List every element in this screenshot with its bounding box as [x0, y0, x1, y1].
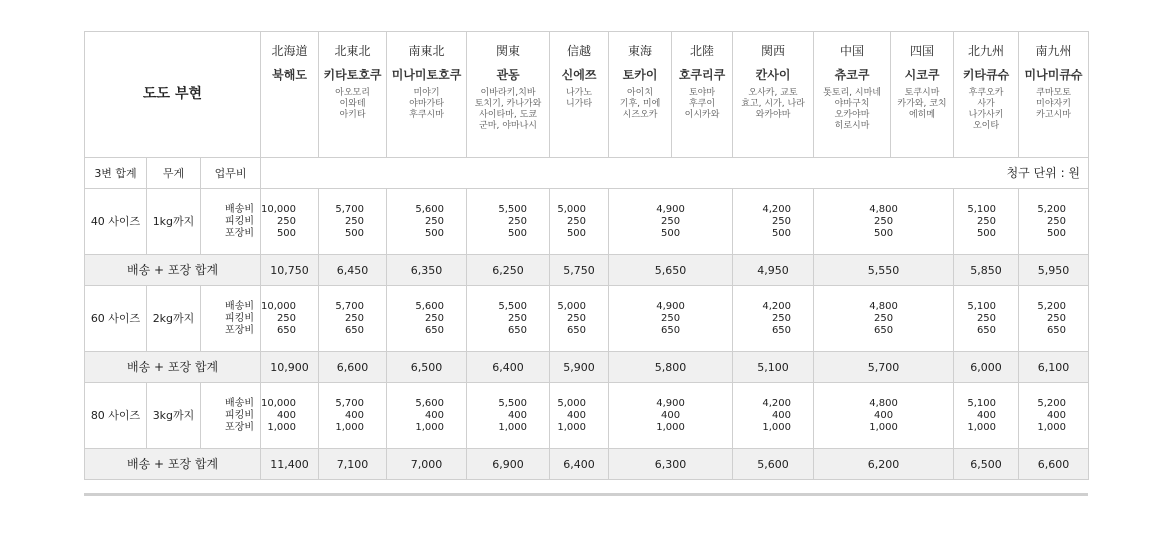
- fee-value: 650: [771, 324, 792, 336]
- fee-value: 250: [873, 312, 894, 324]
- fee-value: 5,600: [415, 300, 445, 312]
- fee-type-label: 배송비: [225, 300, 255, 312]
- fee-type-label: 피킹비: [225, 215, 255, 227]
- region-header-7: [733, 32, 814, 158]
- fee-value: 250: [1046, 215, 1067, 227]
- fee-value: 1,000: [498, 421, 528, 433]
- fee-values: [319, 286, 387, 352]
- city-name: 토치기, 카나가와: [474, 99, 542, 109]
- fee-value: 1,000: [967, 421, 997, 433]
- city-name: 히로시마: [834, 121, 870, 131]
- fee-values: [319, 383, 387, 449]
- city-name: 사이타마, 도쿄: [479, 110, 537, 120]
- fee-value: 400: [566, 409, 587, 421]
- region-korean-name: 미나미큐슈: [1024, 68, 1083, 82]
- region-cities: [609, 88, 671, 121]
- region-header-10: [954, 32, 1019, 158]
- region-korean-name: 호쿠리쿠: [678, 68, 726, 82]
- fee-values: [733, 286, 814, 352]
- fee-values: [609, 286, 733, 352]
- fee-value: 4,900: [656, 397, 685, 409]
- fee-type-labels: [201, 383, 261, 449]
- region-cities: [387, 88, 466, 121]
- fee-values: [814, 189, 954, 255]
- region-cities: [891, 88, 953, 121]
- city-name: 시즈오카: [622, 110, 658, 120]
- fee-value: 500: [344, 227, 365, 239]
- city-name: 나가사키: [968, 110, 1004, 120]
- total-value: 7,100: [319, 449, 387, 480]
- total-value: 11,400: [261, 449, 319, 480]
- fee-value: 5,100: [967, 397, 997, 409]
- fee-value: 250: [507, 215, 528, 227]
- city-name: 후쿠시마: [409, 110, 444, 120]
- total-row: [85, 449, 1089, 480]
- shipping-rate-table: [84, 31, 1089, 480]
- fee-value: 250: [276, 215, 297, 227]
- fee-value: 5,000: [557, 300, 587, 312]
- total-value: 6,500: [954, 449, 1019, 480]
- total-value: 7,000: [387, 449, 467, 480]
- fee-values: [1019, 286, 1089, 352]
- fee-value: 10,000: [261, 203, 297, 215]
- fee-values: [609, 189, 733, 255]
- fee-value: 250: [344, 312, 365, 324]
- total-value: 6,600: [1019, 449, 1089, 480]
- fee-value: 4,200: [762, 203, 792, 215]
- fee-value: 250: [771, 312, 792, 324]
- fee-value: 5,000: [557, 203, 587, 215]
- region-cities: [319, 88, 386, 121]
- fee-values: [467, 286, 550, 352]
- fee-value: 1,000: [869, 421, 898, 433]
- fee-value: 5,500: [498, 300, 528, 312]
- total-value: 5,950: [1019, 255, 1089, 286]
- weight-label: 3kg까지: [147, 383, 201, 449]
- fee-values: [733, 383, 814, 449]
- fee-value: 500: [771, 227, 792, 239]
- fee-type-label: 피킹비: [225, 312, 255, 324]
- fee-value: 5,600: [415, 203, 445, 215]
- total-value: 5,800: [609, 352, 733, 383]
- fee-value: 400: [771, 409, 792, 421]
- region-header-row: [85, 32, 1089, 158]
- region-kanji: 関西: [761, 44, 786, 58]
- fee-value: 250: [424, 215, 445, 227]
- fee-value: 400: [344, 409, 365, 421]
- fee-value: 650: [976, 324, 997, 336]
- city-name: 효고, 시가, 나라: [741, 99, 805, 109]
- region-korean-name: 북해도: [272, 68, 307, 82]
- fee-value: 5,500: [498, 203, 528, 215]
- city-name: 야마가타: [409, 99, 444, 109]
- fee-values: [1019, 383, 1089, 449]
- region-cities: [467, 88, 549, 132]
- fee-value: 10,000: [261, 300, 297, 312]
- region-kanji: 北海道: [271, 44, 308, 58]
- fee-value: 400: [873, 409, 894, 421]
- fee-value: 500: [424, 227, 445, 239]
- fee-value: 650: [507, 324, 528, 336]
- fee-values: [609, 383, 733, 449]
- total-value: 5,550: [814, 255, 954, 286]
- region-cities: [550, 88, 608, 110]
- fee-value: 4,900: [656, 300, 685, 312]
- total-value: 6,600: [319, 352, 387, 383]
- fee-value: 500: [660, 227, 681, 239]
- fee-type-labels: [201, 189, 261, 255]
- city-name: 이시카와: [684, 110, 720, 120]
- fee-values: [954, 383, 1019, 449]
- region-kanji: 中国: [840, 44, 865, 58]
- column-label-row: [85, 158, 1089, 189]
- fee-type-labels: [201, 286, 261, 352]
- region-korean-name: 키타큐슈: [962, 68, 1010, 82]
- fee-value: 650: [873, 324, 894, 336]
- table-body: [85, 32, 1089, 480]
- city-name: 니가타: [565, 99, 593, 109]
- billing-unit-note: 청구 단위 : 원: [261, 158, 1089, 189]
- total-label: 배송 + 포장 합계: [85, 449, 261, 480]
- fee-value: 250: [566, 312, 587, 324]
- fee-values: [954, 189, 1019, 255]
- total-value: 5,700: [814, 352, 954, 383]
- region-header-2: [387, 32, 467, 158]
- fee-value: 5,000: [557, 397, 587, 409]
- total-value: 6,350: [387, 255, 467, 286]
- size-label: 40 사이즈: [85, 189, 147, 255]
- fee-value: 250: [424, 312, 445, 324]
- fee-type-label: 피킹비: [225, 409, 255, 421]
- city-name: 쿠마모토: [1036, 88, 1071, 98]
- fee-value: 5,700: [335, 203, 365, 215]
- fee-value: 650: [1046, 324, 1067, 336]
- region-kanji: 南東北: [408, 44, 445, 58]
- size-label: 60 사이즈: [85, 286, 147, 352]
- fee-values: [467, 189, 550, 255]
- region-cities: [733, 88, 813, 121]
- fee-value: 400: [660, 409, 681, 421]
- fee-value: 650: [660, 324, 681, 336]
- city-name: 군마, 야마나시: [479, 121, 537, 131]
- fee-header: 업무비: [201, 158, 261, 189]
- fee-values: [1019, 189, 1089, 255]
- fee-type-label: 포장비: [225, 227, 255, 239]
- fee-value: 250: [344, 215, 365, 227]
- fee-value: 400: [1046, 409, 1067, 421]
- region-korean-name: 키타토호쿠: [323, 68, 382, 82]
- fee-values: [467, 383, 550, 449]
- fee-value: 4,900: [656, 203, 685, 215]
- fee-value: 650: [276, 324, 297, 336]
- fee-value: 250: [771, 215, 792, 227]
- region-header-1: [319, 32, 387, 158]
- region-kanji: 北九州: [968, 44, 1005, 58]
- fee-values: [814, 286, 954, 352]
- fee-values: [261, 286, 319, 352]
- region-header-0: [261, 32, 319, 158]
- fee-value: 500: [566, 227, 587, 239]
- fee-value: 4,800: [869, 203, 898, 215]
- fee-value: 650: [566, 324, 587, 336]
- city-name: 토쿠시마: [904, 88, 940, 98]
- total-value: 6,400: [550, 449, 609, 480]
- fee-value: 250: [660, 215, 681, 227]
- fee-value: 500: [276, 227, 297, 239]
- region-header-4: [550, 32, 609, 158]
- fee-value: 5,500: [498, 397, 528, 409]
- fee-value: 500: [1046, 227, 1067, 239]
- total-value: 5,100: [733, 352, 814, 383]
- fee-values: [387, 189, 467, 255]
- total-value: 5,600: [733, 449, 814, 480]
- region-korean-name: 시코쿠: [904, 68, 940, 82]
- region-kanji: 南九州: [1035, 44, 1072, 58]
- fee-values: [550, 189, 609, 255]
- fee-value: 250: [507, 312, 528, 324]
- fee-type-label: 포장비: [225, 324, 255, 336]
- region-korean-name: 칸사이: [755, 68, 791, 82]
- table-bottom-border: [84, 493, 1088, 496]
- total-value: 4,950: [733, 255, 814, 286]
- region-cities: [1019, 88, 1088, 121]
- city-name: 미야자키: [1036, 99, 1071, 109]
- total-value: 6,900: [467, 449, 550, 480]
- fee-value: 5,700: [335, 300, 365, 312]
- fee-type-label: 배송비: [225, 203, 255, 215]
- fee-values: [319, 189, 387, 255]
- side-sum-header: 3변 합계: [85, 158, 147, 189]
- fee-value: 4,200: [762, 300, 792, 312]
- table-title: 도도 부현: [85, 32, 261, 158]
- fee-value: 500: [873, 227, 894, 239]
- region-korean-name: 미나미토호쿠: [391, 68, 462, 82]
- city-name: 후쿠오카: [968, 88, 1004, 98]
- region-header-5: [609, 32, 672, 158]
- weight-label: 2kg까지: [147, 286, 201, 352]
- fee-value: 650: [424, 324, 445, 336]
- fee-value: 5,700: [335, 397, 365, 409]
- total-value: 6,300: [609, 449, 733, 480]
- fee-row: [85, 286, 1089, 352]
- fee-value: 250: [566, 215, 587, 227]
- city-name: 톳토리, 시마네: [823, 88, 881, 98]
- fee-value: 400: [276, 409, 297, 421]
- city-name: 에히메: [908, 110, 936, 120]
- fee-value: 250: [660, 312, 681, 324]
- total-value: 6,400: [467, 352, 550, 383]
- city-name: 사가: [977, 99, 995, 109]
- total-value: 6,500: [387, 352, 467, 383]
- fee-values: [387, 383, 467, 449]
- total-value: 6,000: [954, 352, 1019, 383]
- city-name: 미야기: [413, 88, 440, 98]
- weight-header: 무게: [147, 158, 201, 189]
- city-name: 토야마: [688, 88, 716, 98]
- total-value: 5,850: [954, 255, 1019, 286]
- total-value: 6,200: [814, 449, 954, 480]
- fee-value: 1,000: [1037, 421, 1067, 433]
- fee-values: [387, 286, 467, 352]
- fee-type-label: 배송비: [225, 397, 255, 409]
- region-header-8: [814, 32, 891, 158]
- fee-value: 5,200: [1037, 203, 1067, 215]
- fee-value: 5,600: [415, 397, 445, 409]
- city-name: 오사카, 교토: [748, 88, 798, 98]
- fee-value: 1,000: [415, 421, 445, 433]
- fee-value: 400: [976, 409, 997, 421]
- city-name: 와카야마: [755, 110, 791, 120]
- city-name: 야마구치: [834, 99, 870, 109]
- fee-value: 400: [507, 409, 528, 421]
- region-header-3: [467, 32, 550, 158]
- fee-value: 250: [976, 215, 997, 227]
- weight-label: 1kg까지: [147, 189, 201, 255]
- total-value: 5,750: [550, 255, 609, 286]
- fee-values: [954, 286, 1019, 352]
- fee-value: 4,200: [762, 397, 792, 409]
- size-label: 80 사이즈: [85, 383, 147, 449]
- fee-value: 400: [424, 409, 445, 421]
- city-name: 아키타: [339, 110, 366, 120]
- region-header-11: [1019, 32, 1089, 158]
- region-korean-name: 관동: [496, 68, 520, 82]
- city-name: 오카야마: [834, 110, 870, 120]
- fee-value: 1,000: [656, 421, 685, 433]
- region-kanji: 信越: [567, 44, 592, 58]
- city-name: 아오모리: [335, 88, 370, 98]
- region-korean-name: 토카이: [622, 68, 658, 82]
- region-kanji: 北東北: [334, 44, 371, 58]
- fee-value: 1,000: [762, 421, 792, 433]
- fee-value: 5,200: [1037, 397, 1067, 409]
- total-row: [85, 255, 1089, 286]
- total-value: 10,900: [261, 352, 319, 383]
- region-korean-name: 신에쯔: [561, 68, 597, 82]
- fee-values: [814, 383, 954, 449]
- fee-value: 250: [276, 312, 297, 324]
- region-kanji: 関東: [496, 44, 521, 58]
- fee-value: 500: [976, 227, 997, 239]
- region-kanji: 北陸: [690, 44, 715, 58]
- fee-values: [261, 383, 319, 449]
- total-value: 6,250: [467, 255, 550, 286]
- region-kanji: 四国: [910, 44, 935, 58]
- fee-value: 500: [507, 227, 528, 239]
- total-label: 배송 + 포장 합계: [85, 255, 261, 286]
- city-name: 카가와, 코치: [897, 99, 947, 109]
- region-cities: [672, 88, 732, 121]
- fee-type-label: 포장비: [225, 421, 255, 433]
- fee-values: [550, 286, 609, 352]
- region-korean-name: 츄코쿠: [834, 68, 870, 82]
- fee-value: 5,100: [967, 203, 997, 215]
- region-cities: [954, 88, 1018, 132]
- region-header-9: [891, 32, 954, 158]
- total-value: 6,450: [319, 255, 387, 286]
- total-row: [85, 352, 1089, 383]
- fee-value: 5,100: [967, 300, 997, 312]
- city-name: 후쿠이: [688, 99, 716, 109]
- city-name: 아이치: [626, 88, 654, 98]
- city-name: 나가노: [565, 88, 593, 98]
- total-value: 10,750: [261, 255, 319, 286]
- city-name: 카고시마: [1036, 110, 1071, 120]
- fee-value: 10,000: [261, 397, 297, 409]
- total-label: 배송 + 포장 합계: [85, 352, 261, 383]
- total-value: 5,650: [609, 255, 733, 286]
- fee-value: 250: [1046, 312, 1067, 324]
- fee-value: 250: [976, 312, 997, 324]
- city-name: 오이타: [972, 121, 1000, 131]
- fee-row: [85, 383, 1089, 449]
- fee-values: [550, 383, 609, 449]
- fee-value: 650: [344, 324, 365, 336]
- region-kanji: 東海: [628, 44, 653, 58]
- fee-value: 1,000: [557, 421, 587, 433]
- fee-row: [85, 189, 1089, 255]
- city-name: 이바라키,치바: [480, 88, 536, 98]
- fee-value: 1,000: [335, 421, 365, 433]
- fee-values: [261, 189, 319, 255]
- city-name: 이와테: [339, 99, 366, 109]
- total-value: 6,100: [1019, 352, 1089, 383]
- fee-values: [733, 189, 814, 255]
- region-cities: [814, 88, 890, 132]
- fee-value: 4,800: [869, 397, 898, 409]
- total-value: 5,900: [550, 352, 609, 383]
- fee-value: 4,800: [869, 300, 898, 312]
- fee-value: 1,000: [267, 421, 297, 433]
- region-header-6: [672, 32, 733, 158]
- city-name: 기후, 미에: [619, 99, 661, 109]
- fee-value: 5,200: [1037, 300, 1067, 312]
- fee-value: 250: [873, 215, 894, 227]
